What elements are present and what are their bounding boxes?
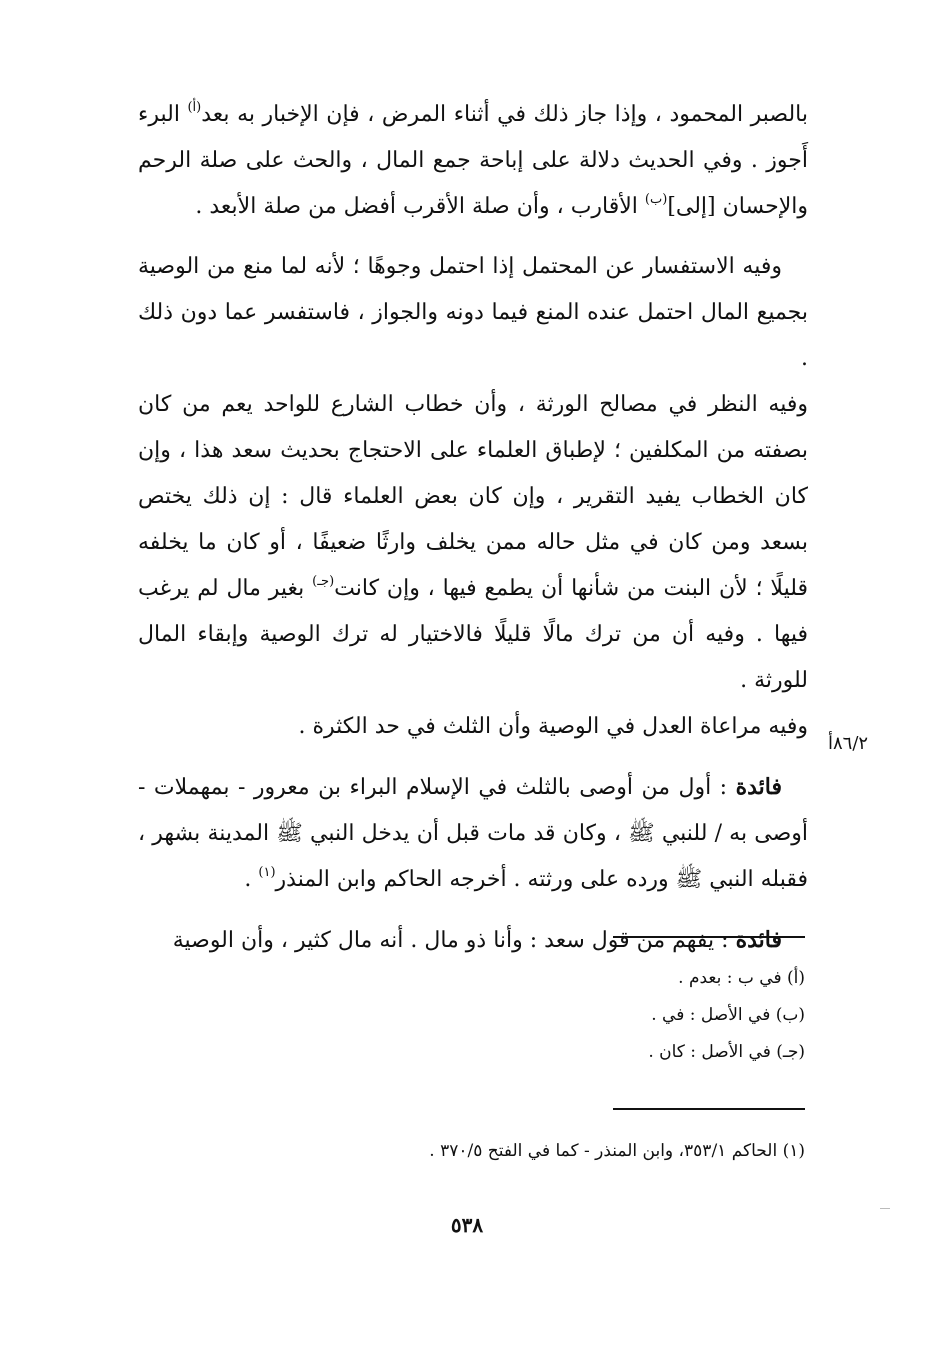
note-marker-1: (١) bbox=[258, 865, 276, 880]
paragraph-6-text: : يفهم من قول سعد : وأنا ذو مال . أنه مال كثير ، وأن الوصية bbox=[172, 928, 736, 953]
footnote-c: (جـ) في الأصل : كان . bbox=[648, 1042, 805, 1062]
paragraph-5 bbox=[138, 764, 808, 903]
paragraph-5-end: . bbox=[244, 867, 259, 892]
footnote-divider-top bbox=[613, 936, 805, 938]
page-number: ٥٣٨ bbox=[450, 1213, 484, 1237]
paragraph-5-label: فائدة bbox=[735, 774, 782, 800]
paragraph-2 bbox=[138, 244, 808, 382]
paragraph-4 bbox=[138, 704, 808, 750]
paragraph-6-label: فائدة bbox=[735, 927, 782, 953]
paragraph-1-part-2: البرء أَجوز . وفي الحديث دلالة على إباحة جمع المال ، والحث على صلة الرحم والإحسان [إلى] bbox=[138, 102, 808, 219]
paragraph-3-text: وفيه النظر في مصالح الورثة ، وأن خطاب الشارع للواحد يعم من كان بصفته من المكلفين ؛ لإطباق العلماء على الاحتجاج بحديث سعد هذا ، وإن كان الخطاب يفيد التقرير ، وإن كان بعض العلماء قال : إن ذلك يختص بسعد ومن كان في مثل حاله ممن يخلف وارثًا ضعيفًا ، أو كان ما يخلفه قليلًا ؛ لأن البنت من شأنها أن يطمع فيها ، وإن كانت bbox=[138, 392, 809, 601]
source-footnotes bbox=[300, 1134, 805, 1168]
paragraph-1 bbox=[138, 92, 808, 230]
paragraph-3-tail: بغير مال لم يرغب فيها . وفيه أن من ترك مالًا قليلًا فالاختيار له ترك الوصية وإبقاء المال للورثة . bbox=[138, 576, 808, 693]
footnote-1: (١) الحاكم ٣٥٣/١، وابن المنذر - كما في الفتح ٣٧٠/٥ . bbox=[429, 1141, 805, 1161]
note-marker-b: (ب) bbox=[644, 192, 668, 207]
paragraph-2-text: وفيه الاستفسار عن المحتمل إذا احتمل وجوهًا ؛ لأنه لما منع من الوصية بجميع المال احتمل عنده المنع فيما دونه والجواز ، فاستفسر عما دون ذلك . bbox=[138, 254, 808, 371]
paragraph-3 bbox=[138, 382, 808, 704]
paragraph-4-text: وفيه مراعاة العدل في الوصية وأن الثلث في حد الكثرة . bbox=[298, 714, 808, 739]
footnote-b: (ب) في الأصل : في . bbox=[651, 1005, 805, 1025]
paragraph-1-part-3: الأقارب ، وأن صلة الأقرب أفضل من صلة الأبعد . bbox=[195, 194, 645, 219]
main-text bbox=[138, 92, 808, 964]
paragraph-6 bbox=[138, 917, 808, 964]
manuscript-folio-note: ٨٦/٢أ bbox=[828, 733, 869, 754]
note-marker-a: (أ) bbox=[187, 100, 202, 115]
variant-footnotes bbox=[400, 960, 805, 1071]
footnote-divider-bottom bbox=[613, 1108, 805, 1110]
footnote-a: (أ) في ب : بعدم . bbox=[678, 968, 805, 988]
paragraph-1-part-1: بالصبر المحمود ، وإذا جاز ذلك في أثناء المرض ، فإن الإخبار به بعد bbox=[201, 102, 808, 127]
note-marker-c: (جـ) bbox=[312, 574, 335, 589]
paragraph-5-text: : أول من أوصى بالثلث في الإسلام البراء بن معرور - بمهملات - أوصى به / للنبي ﷺ ، وكان قد مات قبل أن يدخل النبي ﷺ المدينة بشهر ، فقبله النبي ﷺ ورده على ورثته . أخرجه الحاكم وابن المنذر bbox=[138, 775, 808, 892]
scan-mark bbox=[880, 1208, 890, 1209]
